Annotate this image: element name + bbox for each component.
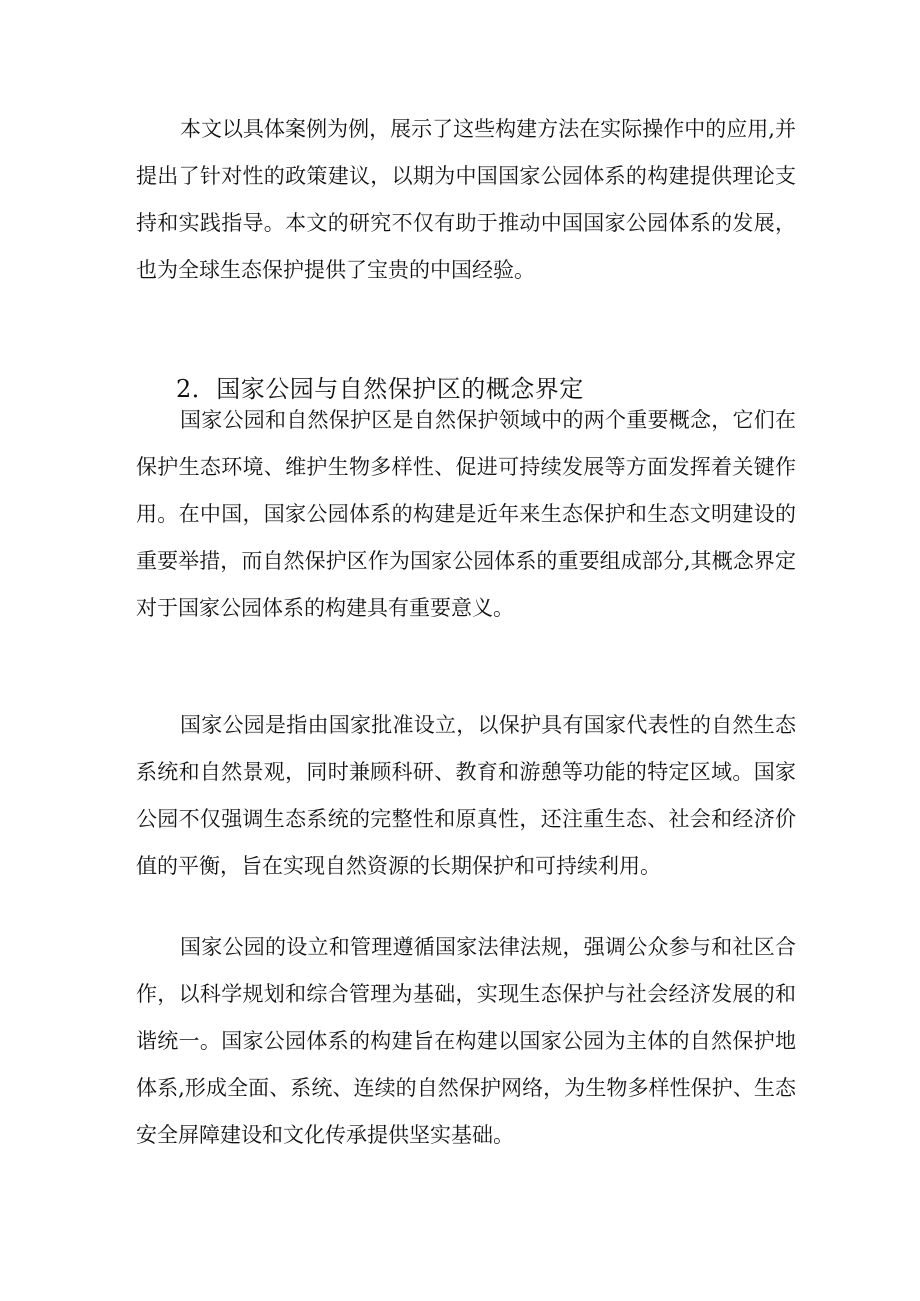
management-paragraph: 国家公园的设立和管理遵循国家法律法规，强调公众参与和社区合作，以科学规划和综合管理为基础，实现生态保护与社会经济发展的和谐统一。国家公园体系的构建旨在构建以国家公园为主体的自然保护地体系,形成全面、系统、连续的自然保护网络，为生物多样性保护、生态安全屏障建设和文化传承提供坚实基础。 [136, 935, 796, 1147]
section-heading: 2．国家公园与自然保护区的概念界定 [176, 375, 584, 403]
concept-paragraph: 国家公园和自然保护区是自然保护领域中的两个重要概念，它们在保护生态环境、维护生物多样性、促进可持续发展等方面发挥着关键作用。在中国，国家公园体系的构建是近年来生态保护和生态文明建设的重要举措，而自然保护区作为国家公园体系的重要组成部分,其概念界定对于国家公园体系的构建具有重要意义。 [136, 408, 796, 620]
intro-paragraph: 本文以具体案例为例，展示了这些构建方法在实际操作中的应用,并提出了针对性的政策建议，以期为中国国家公园体系的构建提供理论支持和实践指导。本文的研究不仅有助于推动中国国家公园体系的发展，也为全球生态保护提供了宝贵的中国经验。 [136, 117, 796, 282]
national-park-definition-paragraph: 国家公园是指由国家批准设立，以保护具有国家代表性的自然生态系统和自然景观，同时兼顾科研、教育和游憩等功能的特定区域。国家公园不仅强调生态系统的完整性和原真性，还注重生态、社会和经济价值的平衡，旨在实现自然资源的长期保护和可持续利用。 [136, 713, 796, 878]
